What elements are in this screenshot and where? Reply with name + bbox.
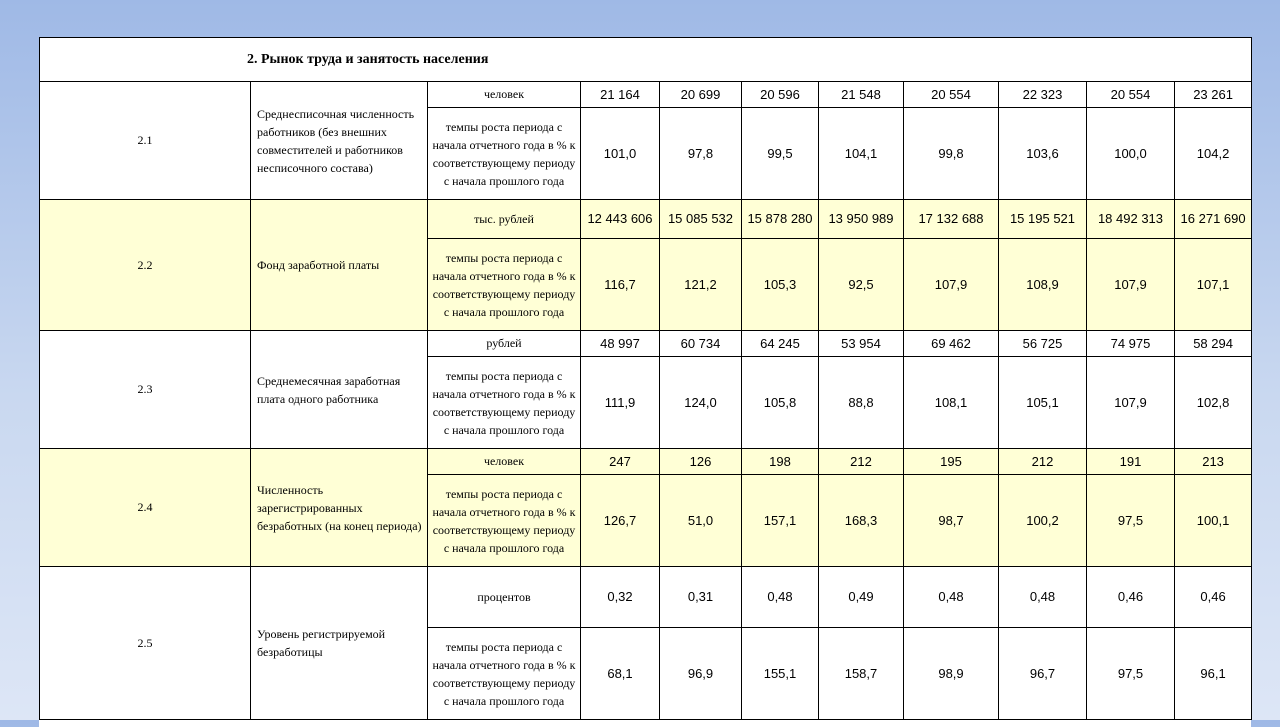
rate-value-cell: 100,2 (999, 475, 1087, 567)
table-row (40, 82, 1252, 108)
value-cell: 64 245 (742, 331, 819, 357)
value-cell: 15 878 280 (742, 200, 819, 239)
rate-value-cell: 102,8 (1175, 357, 1252, 449)
table-row (40, 331, 1252, 357)
value-cell: 60 734 (660, 331, 742, 357)
section-title-cell (40, 38, 1252, 82)
value-cell: 247 (581, 449, 660, 475)
rate-value-cell: 158,7 (819, 628, 904, 720)
rate-value-cell: 105,8 (742, 357, 819, 449)
value-cell: 12 443 606 (581, 200, 660, 239)
statistics-sheet (39, 37, 1251, 727)
rate-value-cell: 107,9 (904, 239, 999, 331)
rate-value-cell: 96,1 (1175, 628, 1252, 720)
unit-label: тыс. рублей (428, 200, 581, 239)
table-row (40, 449, 1252, 475)
value-cell: 20 554 (904, 82, 999, 108)
rate-value-cell: 98,9 (904, 628, 999, 720)
value-cell: 15 195 521 (999, 200, 1087, 239)
value-cell: 53 954 (819, 331, 904, 357)
rate-value-cell: 107,9 (1087, 239, 1175, 331)
section-title: 2. Рынок труда и занятость населения (247, 51, 489, 67)
rate-value-cell: 92,5 (819, 239, 904, 331)
value-cell: 0,48 (742, 567, 819, 628)
value-cell: 0,49 (819, 567, 904, 628)
table-row (40, 567, 1252, 628)
unit-label: процентов (428, 567, 581, 628)
value-cell: 20 596 (742, 82, 819, 108)
value-cell: 21 548 (819, 82, 904, 108)
section-title-row (40, 38, 1252, 82)
rate-value-cell: 99,8 (904, 108, 999, 200)
value-cell: 20 699 (660, 82, 742, 108)
rate-value-cell: 105,3 (742, 239, 819, 331)
rate-value-cell: 68,1 (581, 628, 660, 720)
indicator-name: Уровень регистрируемой безработицы (251, 567, 428, 720)
value-cell: 23 261 (1175, 82, 1252, 108)
rate-value-cell: 157,1 (742, 475, 819, 567)
value-cell: 195 (904, 449, 999, 475)
value-cell: 191 (1087, 449, 1175, 475)
row-number: 2.1 (40, 82, 251, 200)
value-cell: 126 (660, 449, 742, 475)
growth-rate-label: темпы роста периода с начала отчетного года в % к соответствующему периоду с начала прошлого года (428, 475, 581, 567)
rate-value-cell: 96,9 (660, 628, 742, 720)
rate-value-cell: 105,1 (999, 357, 1087, 449)
value-cell: 13 950 989 (819, 200, 904, 239)
growth-rate-label: темпы роста периода с начала отчетного года в % к соответствующему периоду с начала прошлого года (428, 628, 581, 720)
rate-value-cell: 121,2 (660, 239, 742, 331)
value-cell: 20 554 (1087, 82, 1175, 108)
value-cell: 0,48 (904, 567, 999, 628)
unit-label: человек (428, 449, 581, 475)
value-cell: 21 164 (581, 82, 660, 108)
rate-value-cell: 116,7 (581, 239, 660, 331)
rate-value-cell: 97,5 (1087, 475, 1175, 567)
rate-value-cell: 97,5 (1087, 628, 1175, 720)
rate-value-cell: 97,8 (660, 108, 742, 200)
value-cell: 58 294 (1175, 331, 1252, 357)
value-cell: 213 (1175, 449, 1252, 475)
rate-value-cell: 88,8 (819, 357, 904, 449)
value-cell: 0,46 (1087, 567, 1175, 628)
indicator-name: Среднесписочная численность работников (без внешних совместителей и работников несписочного состава) (251, 82, 428, 200)
value-cell: 212 (999, 449, 1087, 475)
growth-rate-label: темпы роста периода с начала отчетного года в % к соответствующему периоду с начала прошлого года (428, 357, 581, 449)
value-cell: 0,32 (581, 567, 660, 628)
rate-value-cell: 107,1 (1175, 239, 1252, 331)
growth-rate-label: темпы роста периода с начала отчетного года в % к соответствующему периоду с начала прошлого года (428, 239, 581, 331)
indicator-name: Среднемесячная заработная плата одного работника (251, 331, 428, 449)
rate-value-cell: 100,0 (1087, 108, 1175, 200)
value-cell: 15 085 532 (660, 200, 742, 239)
rate-value-cell: 100,1 (1175, 475, 1252, 567)
value-cell: 18 492 313 (1087, 200, 1175, 239)
rate-value-cell: 104,2 (1175, 108, 1252, 200)
growth-rate-label: темпы роста периода с начала отчетного года в % к соответствующему периоду с начала прошлого года (428, 108, 581, 200)
rate-value-cell: 51,0 (660, 475, 742, 567)
rate-value-cell: 111,9 (581, 357, 660, 449)
value-cell: 0,31 (660, 567, 742, 628)
row-number: 2.3 (40, 331, 251, 449)
value-cell: 74 975 (1087, 331, 1175, 357)
value-cell: 212 (819, 449, 904, 475)
value-cell: 16 271 690 (1175, 200, 1252, 239)
rate-value-cell: 126,7 (581, 475, 660, 567)
rate-value-cell: 108,9 (999, 239, 1087, 331)
rate-value-cell: 99,5 (742, 108, 819, 200)
rate-value-cell: 168,3 (819, 475, 904, 567)
rate-value-cell: 155,1 (742, 628, 819, 720)
value-cell: 0,46 (1175, 567, 1252, 628)
labor-market-table (39, 37, 1252, 720)
rate-value-cell: 124,0 (660, 357, 742, 449)
row-number: 2.5 (40, 567, 251, 720)
rate-value-cell: 101,0 (581, 108, 660, 200)
rate-value-cell: 98,7 (904, 475, 999, 567)
row-number: 2.4 (40, 449, 251, 567)
indicator-name: Фонд заработной платы (251, 200, 428, 331)
rate-value-cell: 96,7 (999, 628, 1087, 720)
unit-label: рублей (428, 331, 581, 357)
table-row (40, 200, 1252, 239)
rate-value-cell: 103,6 (999, 108, 1087, 200)
value-cell: 0,48 (999, 567, 1087, 628)
value-cell: 69 462 (904, 331, 999, 357)
value-cell: 22 323 (999, 82, 1087, 108)
unit-label: человек (428, 82, 581, 108)
value-cell: 56 725 (999, 331, 1087, 357)
rate-value-cell: 107,9 (1087, 357, 1175, 449)
indicator-name: Численность зарегистрированных безработных (на конец периода) (251, 449, 428, 567)
row-number: 2.2 (40, 200, 251, 331)
value-cell: 48 997 (581, 331, 660, 357)
value-cell: 198 (742, 449, 819, 475)
rate-value-cell: 108,1 (904, 357, 999, 449)
rate-value-cell: 104,1 (819, 108, 904, 200)
value-cell: 17 132 688 (904, 200, 999, 239)
